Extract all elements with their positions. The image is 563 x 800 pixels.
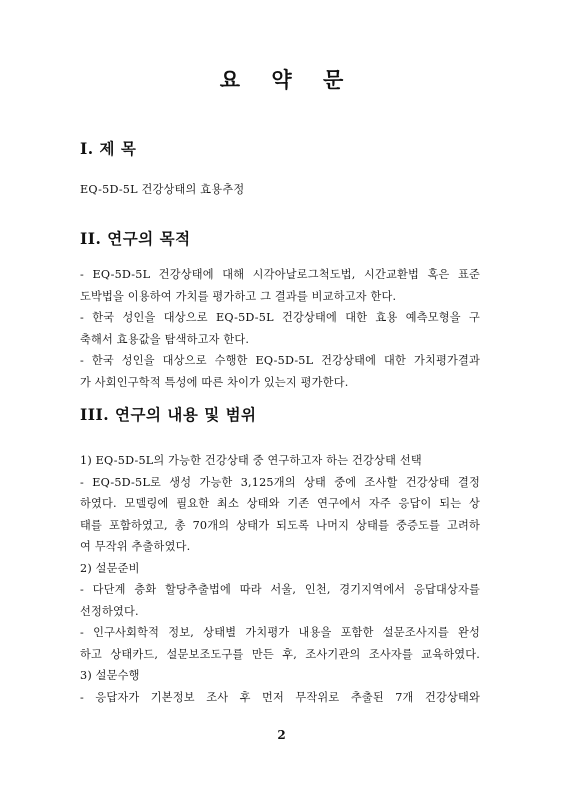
scope-line: - 인구사회학적 정보, 상태별 가치평가 내용을 포함한 설문조사지를 완성 [80,626,480,639]
scope-line: - 응답자가 기본정보 조사 후 먼저 무작위로 추출된 7개 건강상태와 [80,691,480,704]
section-heading-subject: I. 제 목 [80,139,137,158]
scope-line: 하였다. 모델링에 필요한 최소 상태와 기존 연구에서 자주 응답이 되는 상 [80,497,480,510]
purpose-line: 도박법을 이용하여 가치를 평가하고 그 결과를 비교하고자 한다. [80,290,397,303]
scope-line: 1) EQ-5D-5L의 가능한 건강상태 중 연구하고자 하는 건강상태 선택 [80,454,422,467]
page-title: 요 약 문 [219,67,356,92]
scope-line: 여 무작위 추출하였다. [80,540,191,553]
section-heading-purpose: II. 연구의 목적 [80,229,191,248]
subject-text: EQ-5D-5L 건강상태의 효용추정 [80,183,245,196]
scope-line: - 다단계 층화 할당추출법에 따라 서울, 인천, 경기지역에서 응답대상자를 [80,583,480,596]
page-number: 2 [277,728,286,742]
scope-line: 태를 포함하였고, 총 70개의 상태가 되도록 나머지 상태를 중증도를 고려하 [80,519,480,532]
purpose-line: - 한국 성인을 대상으로 EQ-5D-5L 건강상태에 대한 효용 예측모형을 구 [80,311,480,324]
scope-line: - EQ-5D-5L로 생성 가능한 3,125개의 상태 중에 조사할 건강상태 결정 [80,476,480,489]
scope-line: 선정하였다. [80,605,139,618]
scope-line: 하고 상태카드, 설문보조도구를 만든 후, 조사기관의 조사자를 교육하였다. [80,648,480,661]
purpose-line: - EQ-5D-5L 건강상태에 대해 시각아날로그척도법, 시간교환법 혹은 표준 [80,268,480,281]
scope-line: 3) 설문수행 [80,669,140,682]
purpose-line: 가 사회인구학적 특성에 따른 차이가 있는지 평가한다. [80,376,349,389]
purpose-line: - 한국 성인을 대상으로 수행한 EQ-5D-5L 건강상태에 대한 가치평가결과 [80,354,480,367]
scope-line: 2) 설문준비 [80,562,140,575]
section-heading-scope: III. 연구의 내용 및 범위 [80,405,257,424]
purpose-line: 축해서 효용값을 탐색하고자 한다. [80,333,250,346]
